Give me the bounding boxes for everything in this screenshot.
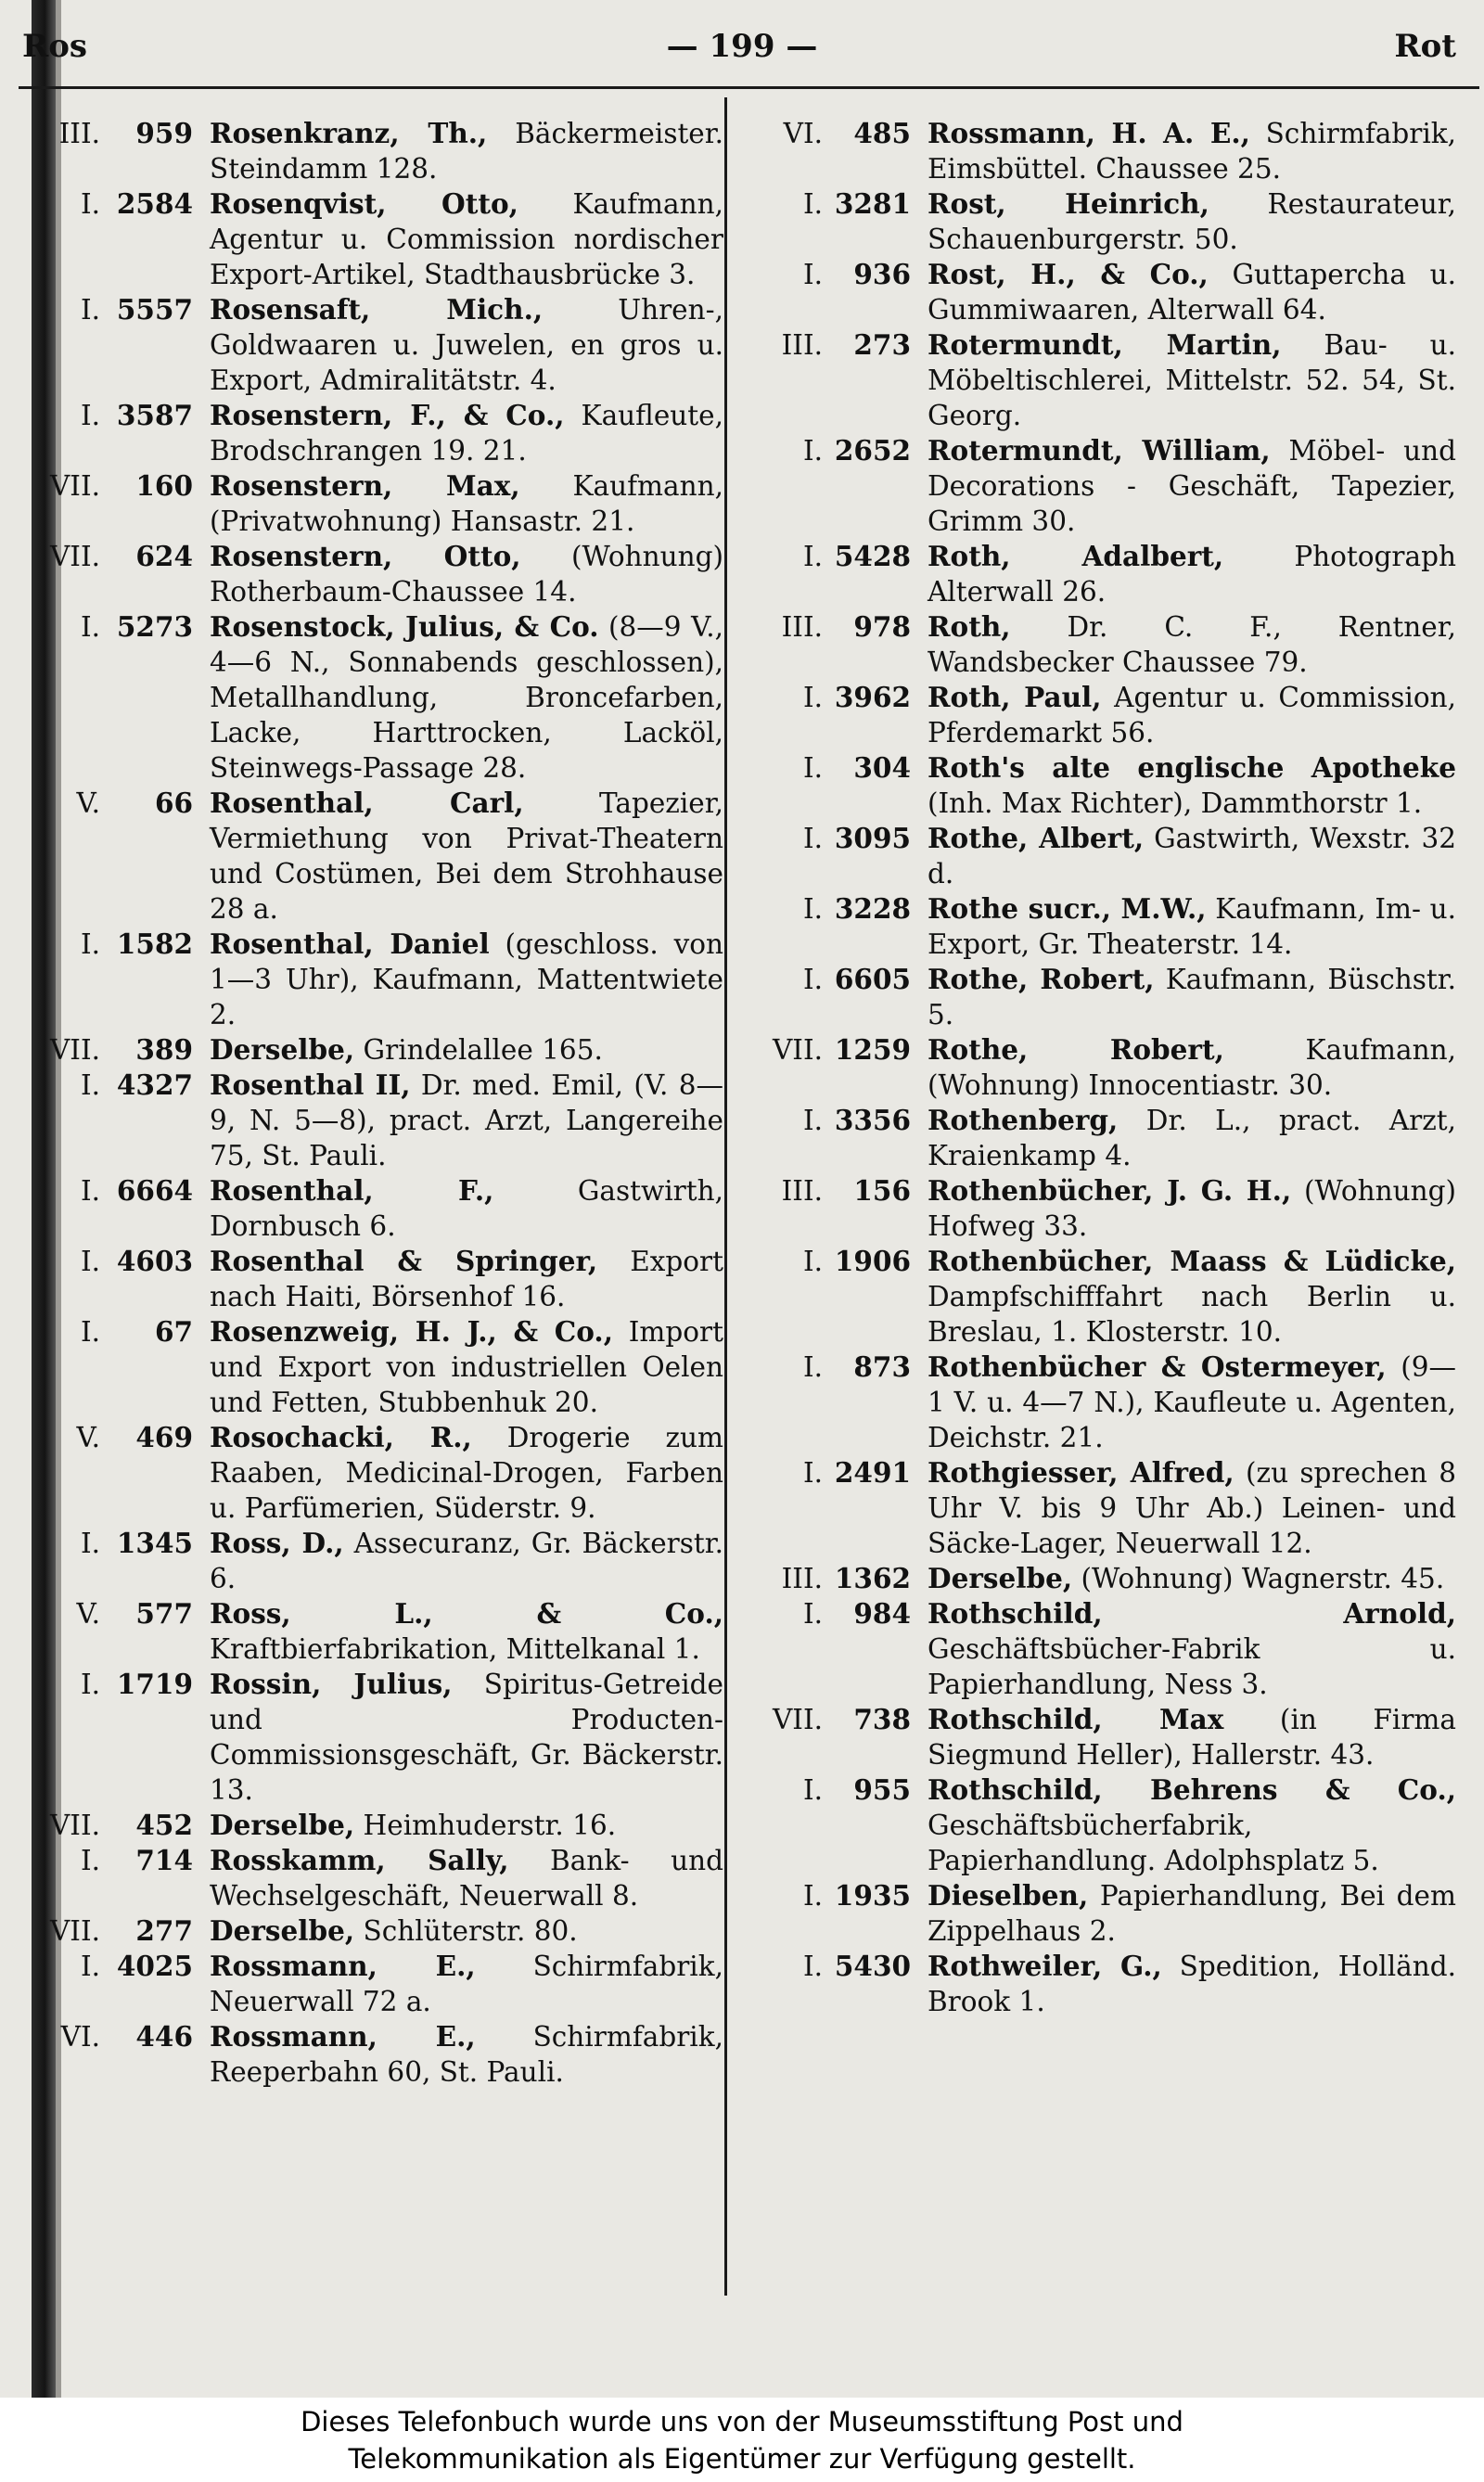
directory-entry [28, 1667, 723, 1808]
entry-details: Gastwirth, Wexstr. 32 d. [928, 823, 1456, 889]
column-divider [724, 97, 727, 2296]
entry-details: (Wohnung) Hofweg 33. [928, 1175, 1457, 1242]
directory-entry [28, 1843, 723, 1913]
entry-district: I. [802, 1246, 823, 1277]
entry-details: Spiritus-Getreide und Producten-Commissionsgeschäft, Gr. Bäckerstr. 13. [210, 1669, 723, 1806]
directory-entry [28, 468, 723, 539]
entry-name: Rosenthal, Carl, [210, 787, 524, 819]
entry-name: Rothschild, Arnold, [928, 1597, 1456, 1630]
entry-phone-number: 1259 [834, 1033, 911, 1066]
entry-text [928, 891, 1456, 962]
entry-text [210, 2019, 723, 2090]
entry-details: Bäckermeister. Steindamm 128. [210, 118, 724, 185]
entry-district: I. [80, 1528, 100, 1559]
entry-name: Rothschild, Max [928, 1703, 1224, 1735]
entry-text [928, 609, 1456, 680]
directory-entry [733, 539, 1456, 609]
directory-entry [733, 1032, 1456, 1103]
directory-entry [28, 2019, 723, 2090]
entry-name: Ross, L., & Co., [210, 1597, 723, 1630]
entry-name: Rothe, Robert, [928, 1033, 1224, 1066]
entry-text [210, 539, 723, 609]
entry-district: I. [80, 928, 100, 960]
entry-text [928, 1561, 1456, 1596]
entry-district: VII. [50, 470, 100, 502]
entry-text [210, 1808, 723, 1843]
entry-district: I. [80, 400, 100, 431]
entry-phone-number: 160 [135, 469, 193, 502]
entry-district: I. [80, 1669, 100, 1700]
entry-district: I. [802, 1351, 823, 1383]
entry-district: I. [80, 1316, 100, 1348]
entry-text [210, 186, 723, 292]
entry-details: (8—9 V., 4—6 N., Sonnabends geschlossen), Metallhandlung, Broncefarben, Lacke, Harttrocken, Lacköl, Steinwegs-Passage 28. [210, 611, 723, 784]
entry-phone-number: 873 [853, 1350, 911, 1383]
footer-line-1: Dieses Telefonbuch wurde uns von der Museumsstiftung Post und [301, 2406, 1183, 2437]
entry-name: Roth's alte englische Apotheke [928, 751, 1456, 784]
entry-name: Derselbe, [928, 1562, 1073, 1594]
entry-name: Ross, D., [210, 1527, 344, 1559]
directory-entry [733, 1596, 1456, 1702]
entry-phone-number: 936 [853, 258, 911, 290]
entry-text [210, 786, 723, 927]
entry-phone-number: 469 [135, 1421, 193, 1453]
entry-district: I. [802, 682, 823, 713]
directory-entry [28, 786, 723, 927]
directory-entry [733, 891, 1456, 962]
entry-phone-number: 955 [853, 1773, 911, 1806]
entry-details: Guttapercha u. Gummiwaaren, Alterwall 64. [928, 259, 1456, 326]
entry-district: I. [802, 752, 823, 784]
entry-phone-number: 3095 [834, 822, 911, 854]
entry-text [210, 927, 723, 1032]
entry-text [928, 962, 1456, 1032]
entry-details: (Wohnung) Rotherbaum-Chaussee 14. [210, 541, 723, 608]
entry-phone-number: 6605 [834, 963, 911, 995]
entry-details: Kaufleute, Brodschrangen 19. 21. [210, 400, 723, 467]
entry-phone-number: 3228 [834, 892, 911, 925]
entry-details: Dampfschifffahrt nach Berlin u. Breslau, 1. Klosterstr. 10. [928, 1281, 1456, 1348]
directory-entry [28, 1913, 723, 1949]
entry-text [928, 433, 1456, 539]
entry-name: Rossmann, E., [210, 1950, 476, 1982]
entry-details: (Inh. Max Richter), Dammthorstr 1. [928, 787, 1423, 819]
entry-phone-number: 5428 [834, 540, 911, 572]
entry-district: I. [80, 1175, 100, 1207]
entry-district: I. [802, 823, 823, 854]
entry-district: I. [802, 964, 823, 995]
directory-entry [733, 433, 1456, 539]
entry-phone-number: 959 [135, 117, 193, 149]
entry-name: Rossmann, H. A. E., [928, 117, 1250, 149]
entry-district: I. [80, 1951, 100, 1982]
directory-entry [28, 1032, 723, 1068]
entry-district: V. [76, 787, 100, 819]
entry-district: I. [80, 188, 100, 220]
entry-name: Rothenbücher & Ostermeyer, [928, 1350, 1387, 1383]
entry-text [928, 1032, 1456, 1103]
entry-phone-number: 277 [135, 1914, 193, 1947]
entry-text [210, 468, 723, 539]
entry-details: Dr. C. F., Rentner, Wandsbecker Chaussee 79. [928, 611, 1456, 678]
entry-phone-number: 389 [135, 1033, 193, 1066]
directory-entry [733, 1949, 1456, 2019]
entry-phone-number: 978 [853, 610, 911, 643]
entry-name: Derselbe, [210, 1809, 355, 1841]
entry-phone-number: 5430 [834, 1950, 911, 1982]
entry-name: Rotermundt, Martin, [928, 328, 1282, 361]
entry-name: Rossmann, E., [210, 2020, 476, 2053]
entry-details: Gastwirth, Dornbusch 6. [210, 1175, 723, 1242]
entry-phone-number: 1362 [834, 1562, 911, 1594]
directory-entry [28, 292, 723, 398]
entry-phone-number: 67 [154, 1315, 193, 1348]
entry-district: III. [781, 329, 823, 361]
footer-line-2: Telekommunikation als Eigentümer zur Verfügung gestellt. [348, 2443, 1136, 2475]
entry-details: Export nach Haiti, Börsenhof 16. [210, 1246, 723, 1312]
entry-details: (geschloss. von 1—3 Uhr), Kaufmann, Mattentwiete 2. [210, 928, 723, 1030]
entry-phone-number: 714 [135, 1844, 193, 1876]
entry-district: I. [802, 541, 823, 572]
entry-phone-number: 5273 [116, 610, 193, 643]
directory-entry [733, 1878, 1456, 1949]
entry-details: Assecuranz, Gr. Bäckerstr. 6. [210, 1528, 723, 1594]
entry-text [928, 1103, 1456, 1173]
entry-text [210, 116, 723, 186]
entry-details: Geschäftsbücher-Fabrik u. Papierhandlung, Ness 3. [928, 1633, 1456, 1700]
entry-text [928, 1350, 1456, 1455]
entry-details: Kaufmann, Büschstr. 5. [928, 964, 1456, 1030]
entry-text [928, 1173, 1456, 1244]
directory-entry [733, 1561, 1456, 1596]
directory-entry [733, 116, 1456, 186]
entry-name: Dieselben, [928, 1879, 1089, 1912]
directory-entry [733, 821, 1456, 891]
entry-details: Schirmfabrik, Eimsbüttel. Chaussee 25. [928, 118, 1457, 185]
entry-district: VII. [773, 1704, 823, 1735]
entry-name: Rosenqvist, Otto, [210, 187, 518, 220]
entry-details: (Wohnung) Wagnerstr. 45. [1072, 1563, 1445, 1594]
directory-entry [733, 1244, 1456, 1350]
entry-name: Roth, Paul, [928, 681, 1102, 713]
entry-text [928, 1772, 1456, 1878]
entry-district: I. [802, 893, 823, 925]
entry-phone-number: 577 [135, 1597, 193, 1630]
entry-name: Rosensaft, Mich., [210, 293, 544, 326]
entry-phone-number: 452 [135, 1809, 193, 1841]
entry-phone-number: 738 [853, 1703, 911, 1735]
entry-details: Spedition, Holländ. Brook 1. [928, 1951, 1456, 2017]
footer-notice [0, 2398, 1484, 2482]
entry-phone-number: 273 [853, 328, 911, 361]
directory-entry [733, 962, 1456, 1032]
entry-details: Import und Export von industriellen Oelen und Fetten, Stubbenhuk 20. [210, 1316, 723, 1418]
directory-entry [733, 1103, 1456, 1173]
entry-name: Rosenstern, F., & Co., [210, 399, 565, 431]
directory-entry [733, 1772, 1456, 1878]
entry-details: Dr. L., pract. Arzt, Kraienkamp 4. [928, 1105, 1456, 1171]
entry-text [210, 609, 723, 786]
entry-name: Rosskamm, Sally, [210, 1844, 509, 1876]
entry-phone-number: 4025 [116, 1950, 193, 1982]
entry-details: (zu sprechen 8 Uhr V. bis 9 Uhr Ab.) Leinen- und Säcke-Lager, Neuerwall 12. [928, 1457, 1456, 1559]
entry-name: Rosenstock, Julius, & Co. [210, 610, 599, 643]
directory-entry [733, 1173, 1456, 1244]
entry-district: I. [80, 1845, 100, 1876]
entry-phone-number: 1345 [116, 1527, 193, 1559]
entry-text [928, 750, 1456, 821]
directory-entry [28, 539, 723, 609]
entry-text [928, 1244, 1456, 1350]
entry-text [210, 1244, 723, 1314]
entry-phone-number: 1906 [834, 1245, 911, 1277]
entry-name: Roth, [928, 610, 1011, 643]
entry-details: Kaufmann, Im- u. Export, Gr. Theaterstr. 14. [928, 893, 1456, 960]
entry-name: Rosenstern, Max, [210, 469, 520, 502]
directory-entry [28, 116, 723, 186]
entry-phone-number: 66 [154, 787, 193, 819]
directory-entry [28, 1244, 723, 1314]
entry-text [210, 398, 723, 468]
entry-district: I. [802, 1951, 823, 1982]
entry-text [210, 1913, 723, 1949]
entry-text [210, 1667, 723, 1808]
entry-phone-number: 3281 [834, 187, 911, 220]
directory-entry [733, 257, 1456, 327]
entry-district: VII. [50, 541, 100, 572]
entry-text [928, 327, 1456, 433]
directory-entry [28, 1949, 723, 2019]
entry-details: (9—1 V. u. 4—7 N.), Kaufleute u. Agenten, Deichstr. 21. [928, 1351, 1457, 1453]
entry-details: Drogerie zum Raaben, Medicinal-Drogen, Farben u. Parfümerien, Süderstr. 9. [210, 1422, 723, 1524]
entry-phone-number: 1719 [116, 1668, 193, 1700]
entry-name: Rost, H., & Co., [928, 258, 1209, 290]
right-column [733, 116, 1456, 2019]
entry-details: Kaufmann, (Privatwohnung) Hansastr. 21. [210, 470, 723, 537]
entry-name: Rothe, Robert, [928, 963, 1155, 995]
directory-entry [733, 186, 1456, 257]
entry-phone-number: 446 [135, 2020, 193, 2053]
entry-text [928, 1596, 1456, 1702]
entry-phone-number: 2491 [834, 1456, 911, 1489]
directory-entry [733, 1702, 1456, 1772]
entry-details: Tapezier, Vermiethung von Privat-Theatern und Costümen, Bei dem Strohhause 28 a. [210, 787, 723, 925]
entry-text [210, 292, 723, 398]
entry-district: I. [802, 259, 823, 290]
entry-district: V. [76, 1598, 100, 1630]
entry-text [210, 1314, 723, 1420]
directory-entry [28, 609, 723, 786]
entry-name: Rotermundt, William, [928, 434, 1271, 467]
entry-text [210, 1949, 723, 2019]
entry-details: Kraftbierfabrikation, Mittelkanal 1. [210, 1633, 700, 1665]
entry-details: Möbel- und Decorations - Geschäft, Tapezier, Grimm 30. [928, 435, 1456, 537]
entry-phone-number: 6664 [116, 1174, 193, 1207]
entry-text [928, 1702, 1456, 1772]
entry-name: Rosenthal, Daniel [210, 928, 490, 960]
entry-name: Rosenzweig, H. J., & Co., [210, 1315, 613, 1348]
entry-district: VII. [50, 1810, 100, 1841]
entry-phone-number: 3962 [834, 681, 911, 713]
entry-details: Schirmfabrik, Reeperbahn 60, St. Pauli. [210, 2021, 723, 2088]
entry-phone-number: 1935 [834, 1879, 911, 1912]
entry-text [928, 539, 1456, 609]
entry-district: I. [80, 611, 100, 643]
entry-details: Schirmfabrik, Neuerwall 72 a. [210, 1951, 723, 2017]
directory-entry [733, 609, 1456, 680]
entry-name: Rosenthal, F., [210, 1174, 494, 1207]
entry-name: Rosochacki, R., [210, 1421, 472, 1453]
entry-district: I. [802, 1880, 823, 1912]
entry-name: Rothenberg, [928, 1104, 1119, 1136]
entry-name: Rothgiesser, Alfred, [928, 1456, 1235, 1489]
entry-district: VII. [50, 1034, 100, 1066]
entry-text [928, 116, 1456, 186]
entry-district: VII. [50, 1915, 100, 1947]
entry-district: I. [80, 1069, 100, 1101]
entry-district: I. [80, 294, 100, 326]
entry-phone-number: 2584 [116, 187, 193, 220]
entry-district: III. [781, 611, 823, 643]
directory-entry [28, 398, 723, 468]
entry-text [210, 1596, 723, 1667]
directory-entry [28, 1068, 723, 1173]
entry-name: Rosenthal II, [210, 1068, 411, 1101]
entry-details: Geschäftsbücherfabrik, Papierhandlung. Adolphsplatz 5. [928, 1810, 1379, 1876]
entry-district: VII. [773, 1034, 823, 1066]
entry-details: Grindelallee 165. [354, 1034, 603, 1066]
entry-district: I. [802, 1774, 823, 1806]
entry-name: Rosenstern, Otto, [210, 540, 521, 572]
entry-details: Photograph Alterwall 26. [928, 541, 1457, 608]
directory-entry [733, 1350, 1456, 1455]
entry-text [210, 1526, 723, 1596]
entry-text [210, 1843, 723, 1913]
entry-phone-number: 4603 [116, 1245, 193, 1277]
entry-details: Uhren-, Goldwaaren u. Juwelen, en gros u. Export, Admiralitätstr. 4. [210, 294, 723, 396]
entry-details: Bau- u. Möbeltischlerei, Mittelstr. 52. 54, St. Georg. [928, 329, 1456, 431]
entry-details: Schlüterstr. 80. [354, 1915, 578, 1947]
entry-phone-number: 4327 [116, 1068, 193, 1101]
entry-details: Kaufmann, Agentur u. Commission nordischer Export-Artikel, Stadthausbrücke 3. [210, 188, 723, 290]
entry-phone-number: 485 [853, 117, 911, 149]
entry-phone-number: 3356 [834, 1104, 911, 1136]
entry-district: III. [58, 118, 100, 149]
entry-name: Rossin, Julius, [210, 1668, 453, 1700]
entry-phone-number: 624 [135, 540, 193, 572]
entry-text [928, 821, 1456, 891]
entry-details: Agentur u. Commission, Pferdemarkt 56. [928, 682, 1456, 748]
entry-phone-number: 156 [853, 1174, 911, 1207]
entry-name: Roth, Adalbert, [928, 540, 1224, 572]
entry-name: Rosenthal & Springer, [210, 1245, 598, 1277]
entry-district: VI. [60, 2021, 100, 2053]
running-head-left: Ros [22, 28, 88, 65]
directory-entry [28, 1808, 723, 1843]
directory-entry [733, 1455, 1456, 1561]
entry-name: Rothe sucr., M.W., [928, 892, 1207, 925]
directory-entry [28, 1596, 723, 1667]
entry-name: Rothe, Albert, [928, 822, 1145, 854]
left-column [28, 116, 723, 2090]
entry-details: Bank- und Wechselgeschäft, Neuerwall 8. [210, 1845, 723, 1912]
entry-text [210, 1068, 723, 1173]
entry-district: V. [76, 1422, 100, 1453]
entry-name: Rothschild, Behrens & Co., [928, 1773, 1456, 1806]
entry-district: I. [802, 1598, 823, 1630]
entry-name: Derselbe, [210, 1914, 355, 1947]
entry-name: Rothenbücher, Maass & Lüdicke, [928, 1245, 1456, 1277]
entry-details: Kaufmann, (Wohnung) Innocentiastr. 30. [928, 1034, 1456, 1101]
entry-text [928, 680, 1456, 750]
directory-entry [733, 680, 1456, 750]
entry-text [210, 1420, 723, 1526]
entry-phone-number: 3587 [116, 399, 193, 431]
entry-district: I. [802, 1105, 823, 1136]
entry-district: I. [802, 435, 823, 467]
entry-district: I. [80, 1246, 100, 1277]
entry-text [928, 1949, 1456, 2019]
entry-district: VI. [783, 118, 823, 149]
entry-details: (in Firma Siegmund Heller), Hallerstr. 43. [928, 1704, 1456, 1771]
directory-entry [28, 1173, 723, 1244]
directory-entry [28, 1526, 723, 1596]
entry-phone-number: 5557 [116, 293, 193, 326]
entry-district: III. [781, 1175, 823, 1207]
entry-phone-number: 1582 [116, 928, 193, 960]
entry-text [928, 186, 1456, 257]
entry-phone-number: 984 [853, 1597, 911, 1630]
entry-name: Rothweiler, G., [928, 1950, 1162, 1982]
entry-phone-number: 2652 [834, 434, 911, 467]
header-rule [19, 86, 1479, 89]
entry-district: III. [781, 1563, 823, 1594]
entry-text [210, 1032, 723, 1068]
entry-details: Heimhuderstr. 16. [354, 1810, 617, 1841]
entry-details: Restaurateur, Schauenburgerstr. 50. [928, 188, 1456, 255]
directory-entry [28, 186, 723, 292]
entry-name: Derselbe, [210, 1033, 355, 1066]
entry-text [928, 1878, 1456, 1949]
entry-district: I. [802, 188, 823, 220]
directory-entry [28, 1314, 723, 1420]
entry-text [928, 257, 1456, 327]
entry-district: I. [802, 1457, 823, 1489]
entry-name: Rothenbücher, J. G. H., [928, 1174, 1292, 1207]
entry-text [928, 1455, 1456, 1561]
entry-name: Rosenkranz, Th., [210, 117, 488, 149]
entry-phone-number: 304 [853, 751, 911, 784]
entry-details: Papierhandlung, Bei dem Zippelhaus 2. [928, 1880, 1456, 1947]
directory-entry [28, 1420, 723, 1526]
directory-entry [28, 927, 723, 1032]
running-head-right: Rot [1394, 28, 1456, 65]
directory-entry [733, 750, 1456, 821]
entry-text [210, 1173, 723, 1244]
entry-details: Dr. med. Emil, (V. 8—9, N. 5—8), pract. Arzt, Langereihe 75, St. Pauli. [210, 1069, 723, 1171]
entry-name: Rost, Heinrich, [928, 187, 1209, 220]
directory-entry [733, 327, 1456, 433]
page-number: — 199 — [666, 28, 818, 65]
